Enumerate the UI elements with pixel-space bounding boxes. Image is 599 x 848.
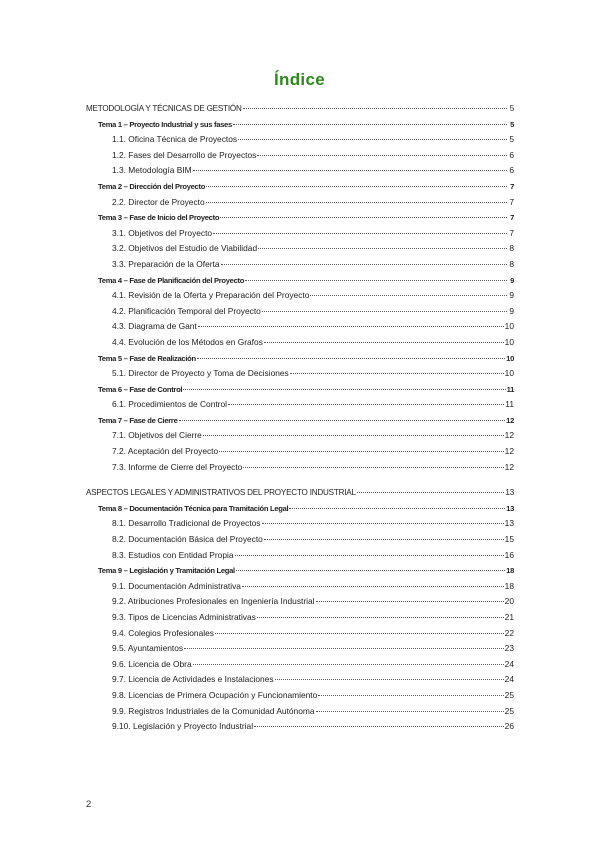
- toc-entry-label: Tema 8 – Documentación Técnica para Tramitación Legal: [98, 503, 289, 513]
- dot-leader: [198, 316, 504, 327]
- toc-entry-label: 8.2. Documentación Básica del Proyecto: [112, 534, 263, 545]
- dot-leader: [215, 623, 504, 634]
- dot-leader: [236, 560, 505, 571]
- dot-leader: [264, 529, 504, 540]
- dot-leader: [206, 192, 507, 203]
- toc-entry-label: 3.3. Preparación de la Oferta: [112, 258, 220, 269]
- dot-leader: [275, 669, 504, 680]
- dot-leader: [238, 129, 507, 140]
- toc-entry-label: 2.2. Director de Proyecto: [112, 196, 205, 207]
- dot-leader: [183, 379, 505, 390]
- toc-entry-label: 3.1. Objetivos del Proyecto: [112, 227, 213, 238]
- dot-leader: [193, 160, 507, 171]
- toc-entry-page: 10: [504, 321, 514, 332]
- toc-entry-label: 9.10. Legislación y Proyecto Industrial: [112, 721, 254, 732]
- toc-entry-page: 9: [510, 275, 514, 285]
- dot-leader: [310, 285, 507, 296]
- toc-entry-page: 18: [504, 580, 514, 591]
- toc-entry-page: 25: [504, 689, 514, 700]
- toc-entry-page: 18: [506, 566, 514, 576]
- toc-entry-page: 12: [504, 446, 514, 457]
- toc-entry-page: 8: [509, 243, 514, 254]
- page-title: Índice: [274, 70, 325, 89]
- toc-entry-label: 1.1. Oficina Técnica de Proyectos: [112, 134, 238, 145]
- toc-entry-label: 1.3. Metodología BIM: [112, 165, 192, 176]
- toc-entry-label: METODOLOGÍA Y TÉCNICAS DE GESTIÓN: [86, 104, 242, 113]
- dot-leader: [184, 638, 504, 649]
- dot-leader: [258, 238, 507, 249]
- dot-leader: [220, 207, 507, 218]
- toc-entry-page: 16: [504, 549, 514, 560]
- toc-entry-label: 9.5. Ayuntamientos: [112, 643, 184, 654]
- toc-entry-page: 8: [509, 258, 514, 269]
- dot-leader: [233, 114, 507, 125]
- toc-entry-page: 7: [509, 196, 514, 207]
- dot-leader: [262, 301, 507, 312]
- toc-entry-label: Tema 6 – Fase de Control: [98, 384, 183, 394]
- dot-leader: [242, 576, 504, 587]
- toc-entry-label: ASPECTOS LEGALES Y ADMINISTRATIVOS DEL PROYECTO INDUSTRIAL: [86, 488, 356, 498]
- dot-leader: [197, 348, 505, 359]
- dot-leader: [254, 716, 504, 727]
- toc-entry-label: 9.8. Licencias de Primera Ocupación y Funcionamiento: [112, 689, 318, 700]
- toc-entry-page: 20: [504, 596, 514, 607]
- toc-entry-label: 8.3. Estudios con Entidad Propia: [112, 549, 234, 560]
- dot-leader: [193, 654, 504, 665]
- toc-entry-page: 9: [509, 305, 514, 316]
- dot-leader: [206, 176, 507, 187]
- dot-leader: [245, 270, 507, 281]
- toc-entry-label: Tema 3 – Fase de Inicio del Proyecto: [98, 213, 220, 223]
- dot-leader: [289, 498, 505, 509]
- toc-entry-label: 9.2. Atribuciones Profesionales en Ingeniería Industrial: [112, 596, 315, 607]
- toc-entry-label: 9.7. Licencia de Actividades e Instalaciones: [112, 674, 274, 685]
- toc-entry-label: 7.2. Aceptación del Proyecto: [112, 446, 219, 457]
- toc-entry-label: 7.1. Objetivos del Cierre: [112, 430, 202, 441]
- toc-entry-label: 6.1. Procedimientos de Control: [112, 399, 227, 410]
- dot-leader: [219, 441, 504, 452]
- toc-entry-page: 26: [504, 721, 514, 732]
- dot-leader: [203, 425, 504, 436]
- toc-entry-page: 6: [509, 165, 514, 176]
- toc-entry-page: 12: [504, 461, 514, 472]
- toc-entry-page: 15: [504, 534, 514, 545]
- toc-entry-page: 9: [509, 290, 514, 301]
- toc-entry-label: Tema 7 – Fase de Cierre: [98, 415, 178, 425]
- toc-entry-page: 7: [509, 227, 514, 238]
- dot-leader: [290, 363, 504, 374]
- toc-entry-label: 4.3. Diagrama de Gant: [112, 321, 197, 332]
- toc-entry-label: 4.2. Planificación Temporal del Proyecto: [112, 305, 261, 316]
- toc-entry-page: 21: [504, 612, 514, 622]
- dot-leader: [262, 513, 504, 524]
- dot-leader: [264, 332, 504, 343]
- dot-leader: [213, 223, 507, 234]
- dot-leader: [243, 98, 507, 109]
- toc-entry-label: 9.9. Registros Industriales de la Comunidad Autónoma: [112, 705, 315, 716]
- toc-entry-label: 9.3. Tipos de Licencias Administrativas: [112, 612, 256, 622]
- toc-entry-label: 4.1. Revisión de la Oferta y Preparación del Proyecto: [112, 290, 310, 301]
- toc-entry-page: 13: [504, 518, 514, 529]
- dot-leader: [243, 457, 503, 468]
- toc-entry-label: Tema 9 – Legislación y Tramitación Legal: [98, 566, 235, 576]
- toc-entry-label: 1.2. Fases del Desarrollo de Proyectos: [112, 149, 257, 160]
- toc-entry-page: 6: [509, 149, 514, 160]
- toc-entry-page: 7: [510, 213, 514, 223]
- dot-leader: [316, 591, 504, 602]
- toc-entry-label: 9.4. Colegios Profesionales: [112, 627, 214, 638]
- toc-entry-page: 23: [504, 643, 514, 654]
- dot-leader: [235, 545, 504, 556]
- toc-subsection-entry[interactable]: [86, 718, 514, 734]
- toc-entry-page: 13: [505, 488, 514, 498]
- dot-leader: [179, 410, 506, 421]
- toc-entry-page: 13: [506, 503, 514, 513]
- dot-leader: [221, 254, 507, 265]
- toc-entry-label: 3.2. Objetivos del Estudio de Viabilidad: [112, 243, 258, 254]
- toc-entry-label: Tema 4 – Fase de Planificación del Proyecto: [98, 275, 245, 285]
- toc-entry-page: 25: [504, 705, 514, 716]
- toc-entry-label: 5.1. Director de Proyecto y Toma de Decisiones: [112, 368, 289, 379]
- toc-entry-page: 5: [509, 134, 514, 145]
- toc-entry-page: 5: [509, 104, 514, 113]
- toc-entry-label: 4.4. Evolución de los Métodos en Grafos: [112, 336, 263, 347]
- toc-entry-label: 7.3. Informe de Cierre del Proyecto: [112, 461, 243, 472]
- table-of-contents: [86, 100, 514, 734]
- toc-entry-page: 10: [504, 368, 514, 379]
- dot-leader: [316, 701, 504, 712]
- toc-entry-page: 10: [506, 353, 514, 363]
- dot-leader: [318, 685, 503, 696]
- toc-entry-page: 7: [510, 181, 514, 191]
- toc-entry-label: Tema 2 – Dirección del Proyecto: [98, 181, 206, 191]
- toc-entry-page: 22: [504, 627, 514, 638]
- toc-entry-page: 12: [504, 430, 514, 441]
- toc-entry-label: Tema 1 – Proyecto Industrial y sus fases: [98, 119, 232, 129]
- dot-leader: [257, 145, 507, 156]
- toc-entry-label: 9.6. Licencia de Obra: [112, 658, 192, 669]
- toc-entry-label: Tema 5 – Fase de Realización: [98, 353, 196, 363]
- toc-entry-page: 12: [506, 415, 514, 425]
- page-number: 2: [86, 799, 92, 810]
- toc-entry-page: 24: [504, 674, 514, 685]
- toc-entry-page: 10: [504, 336, 514, 347]
- toc-entry-page: 11: [506, 384, 514, 394]
- toc-entry-label: 9.1. Documentación Administrativa: [112, 580, 241, 591]
- toc-subsection-entry[interactable]: [86, 459, 514, 475]
- dot-leader: [357, 482, 505, 493]
- toc-entry-page: 24: [504, 658, 514, 669]
- toc-entry-page: 11: [505, 399, 514, 410]
- toc-entry-page: 5: [510, 119, 514, 129]
- toc-entry-label: 8.1. Desarrollo Tradicional de Proyectos: [112, 518, 261, 529]
- dot-leader: [257, 607, 504, 618]
- dot-leader: [228, 394, 504, 405]
